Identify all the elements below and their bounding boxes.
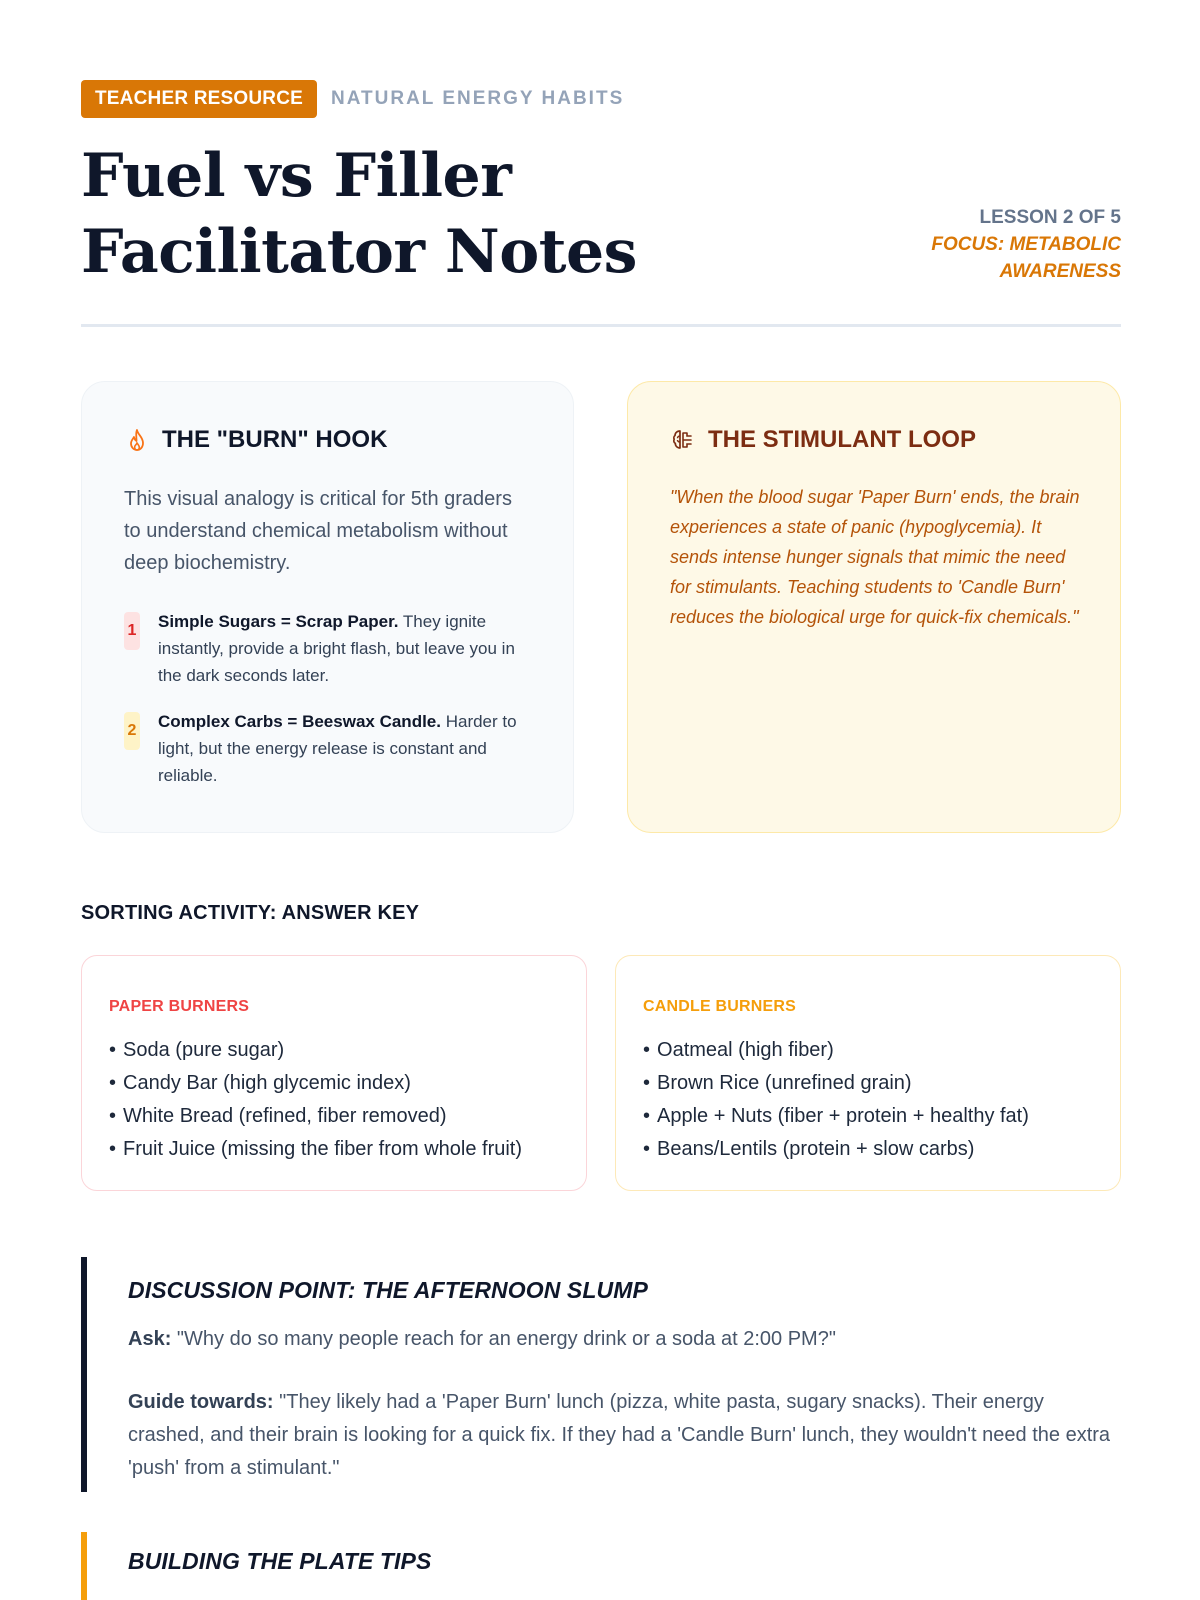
brain-icon [670,427,696,453]
candle-burners-list [643,1034,1029,1166]
list-item: • Apple + Nuts (fiber + protein + healthy fat) [643,1100,1029,1133]
discussion-title: DISCUSSION POINT: THE AFTERNOON SLUMP [128,1277,648,1303]
lesson-focus: FOCUS: METABOLIC AWARENESS [931,234,1121,282]
burn-hook-intro: This visual analogy is critical for 5th graders to understand chemical metabolism without deep biochemistry. [124,488,512,574]
paper-burners-heading: PAPER BURNERS [109,998,250,1015]
stimulant-loop-title: THE STIMULANT LOOP [708,426,976,453]
step-term: Simple Sugars = Scrap Paper. [158,612,399,631]
plate-tips-title: BUILDING THE PLATE TIPS [128,1548,432,1574]
list-item: • Candy Bar (high glycemic index) [109,1067,522,1100]
stimulant-loop-quote: "When the blood sugar 'Paper Burn' ends, the brain experiences a state of panic (hypoglycemia). It sends intense hunger signals that mimic the need for stimulants. Teaching students to 'Candle Burn' reduces the biological urge for quick-fix chemicals." [670,487,1080,627]
list-item: • Oatmeal (high fiber) [643,1034,1029,1067]
analogy-step [124,608,533,689]
header-divider [81,324,1121,327]
discussion-ask [128,1323,1113,1356]
eyebrow [81,80,624,118]
step-number: 1 [124,612,140,650]
discussion-guide [128,1386,1113,1485]
resource-badge: TEACHER RESOURCE [81,80,317,118]
stimulant-loop-card [627,381,1121,833]
sorting-activity-title: SORTING ACTIVITY: ANSWER KEY [81,902,420,924]
candle-burners-heading: CANDLE BURNERS [643,998,797,1015]
series-tagline: NATURAL ENERGY HABITS [331,88,625,109]
step-description: They ignite instantly, provide a bright flash, but leave you in the dark seconds later. [158,612,515,685]
paper-burners-list [109,1034,522,1166]
step-number: 2 [124,712,140,750]
list-item: • Soda (pure sugar) [109,1034,522,1067]
plate-tips-callout [81,1532,1121,1600]
list-item: • Fruit Juice (missing the fiber from whole fruit) [109,1133,522,1166]
burn-hook-card [81,381,574,833]
page-title: Fuel vs Filler Facilitator Notes [81,141,637,287]
discussion-callout [81,1257,1121,1492]
burn-hook-title: THE "BURN" HOOK [162,426,388,453]
step-text [158,608,533,689]
paper-burners-card [81,955,587,1191]
lesson-number: LESSON 2 OF 5 [979,207,1121,228]
analogy-step [124,708,533,789]
step-term: Complex Carbs = Beeswax Candle. [158,712,441,731]
step-description: Harder to light, but the energy release is constant and reliable. [158,712,517,785]
candle-burners-card [615,955,1121,1191]
list-item: • White Bread (refined, fiber removed) [109,1100,522,1133]
guide-text: "They likely had a 'Paper Burn' lunch (pizza, white pasta, sugary snacks). Their energy crashed, and their brain is looking for a quick fix. If they had a 'Candle Burn' lunch, they wouldn't need the extra 'push' from a stimulant." [128,1391,1111,1479]
guide-label: Guide towards: [128,1391,274,1413]
callout-accent-bar [81,1257,87,1492]
list-item: • Beans/Lentils (protein + slow carbs) [643,1133,1029,1166]
step-text [158,708,533,789]
burn-hook-header [124,426,387,454]
ask-text: "Why do so many people reach for an energy drink or a soda at 2:00 PM?" [171,1328,836,1350]
list-item: • Brown Rice (unrefined grain) [643,1067,1029,1100]
callout-accent-bar [81,1532,87,1600]
stimulant-loop-header [670,426,976,454]
lesson-meta [901,204,1121,285]
ask-label: Ask: [128,1328,172,1350]
flame-icon [124,427,150,453]
